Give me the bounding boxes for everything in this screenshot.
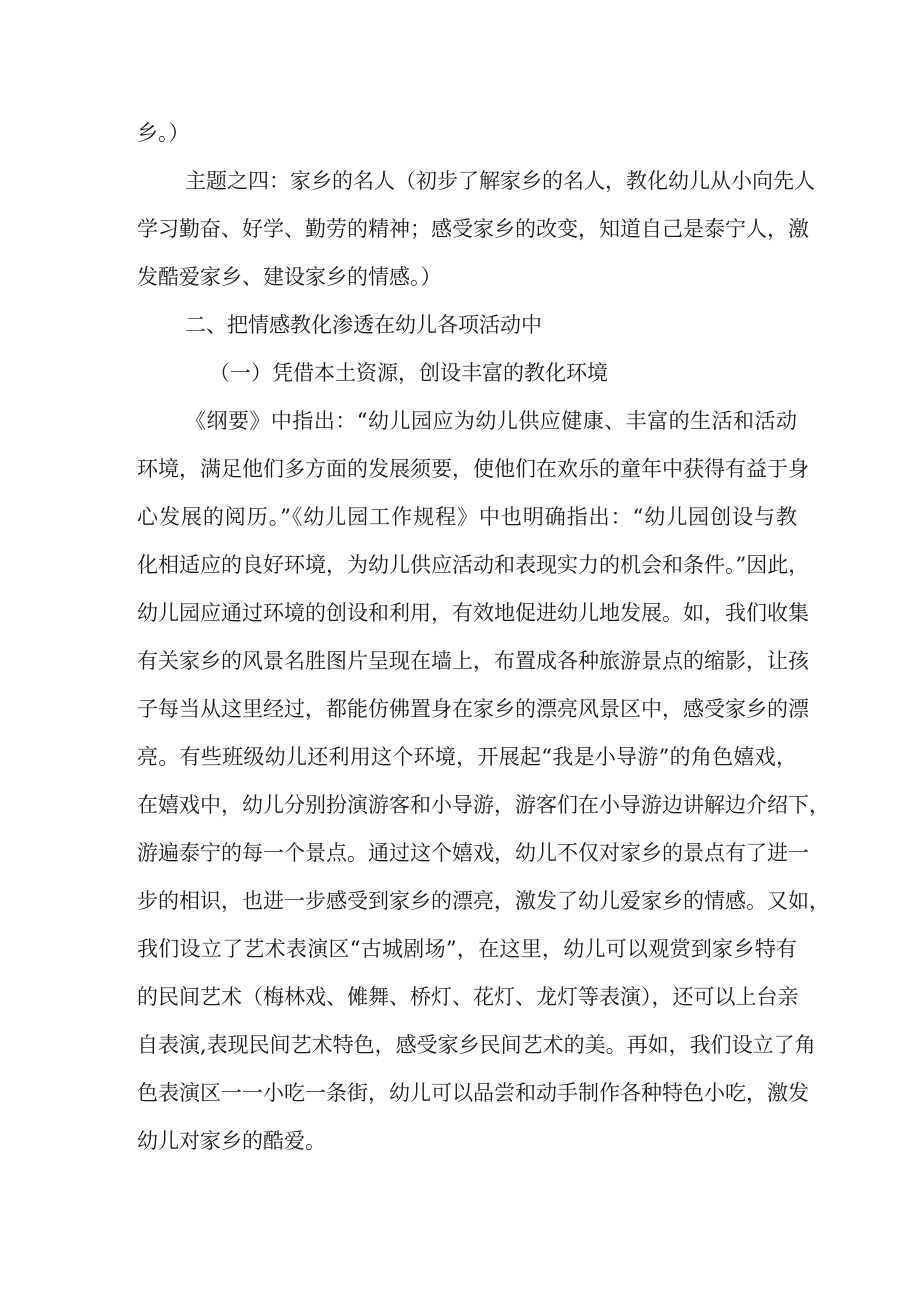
text-line: 幼儿对家乡的酷爱。: [137, 1129, 326, 1153]
text-line: 乡。）: [137, 121, 190, 145]
subsection-heading: （一）凭借本土资源，创设丰富的教化环境: [209, 361, 608, 385]
text-line: 色表演区一一小吃一条街，幼儿可以品尝和动手制作各种特色小吃，激发: [137, 1081, 809, 1105]
text-line: 在嬉戏中，幼儿分别扮演游客和小导游，游客们在小导游边讲解边介绍下，: [137, 793, 830, 817]
text-line: 心发展的阅历。”《幼儿园工作规程》中也明确指出：“幼儿园创设与教: [137, 505, 797, 529]
text-line: 《纲要》中指出：“幼儿园应为幼儿供应健康、丰富的生活和活动: [185, 409, 797, 433]
text-line: 亮。有些班级幼儿还利用这个环境，开展起“我是小导游”的角色嬉戏，: [137, 745, 797, 769]
text-line: 环境，满足他们多方面的发展须要，使他们在欢乐的童年中获得有益于身: [137, 457, 809, 481]
text-line: 学习勤奋、好学、勤劳的精神；感受家乡的改变，知道自己是泰宁人，激: [137, 217, 809, 241]
text-line: 化相适应的良好环境，为幼儿供应活动和表现实力的机会和条件。”因此，: [137, 553, 810, 577]
text-line: 主题之四：家乡的名人（初步了解家乡的名人，教化幼儿从小向先人: [185, 169, 815, 193]
text-line: 自表演,表现民间艺术特色，感受家乡民间艺术的美。再如，我们设立了角: [137, 1033, 816, 1057]
text-line: 游遍泰宁的每一个景点。通过这个嬉戏，幼儿不仅对家乡的景点有了进一: [137, 841, 809, 865]
text-line: 我们设立了艺术表演区“古城剧场”，在这里，幼儿可以观赏到家乡特有: [137, 937, 797, 961]
text-line: 步的相识，也进一步感受到家乡的漂亮，激发了幼儿爱家乡的情感。又如，: [137, 889, 830, 913]
text-line: 的民间艺术（梅林戏、傩舞、桥灯、花灯、龙灯等表演），还可以上台亲: [137, 985, 799, 1009]
text-line: 发酷爱家乡、建设家乡的情感。）: [137, 265, 442, 289]
text-line: 有关家乡的风景名胜图片呈现在墙上，布置成各种旅游景点的缩影，让孩: [137, 649, 809, 673]
text-line: 子每当从这里经过，都能仿佛置身在家乡的漂亮风景区中，感受家乡的漂: [137, 697, 809, 721]
text-line: 幼儿园应通过环境的创设和利用，有效地促进幼儿地发展。如，我们收集: [137, 601, 809, 625]
section-heading: 二、把情感教化渗透在幼儿各项活动中: [185, 313, 542, 337]
